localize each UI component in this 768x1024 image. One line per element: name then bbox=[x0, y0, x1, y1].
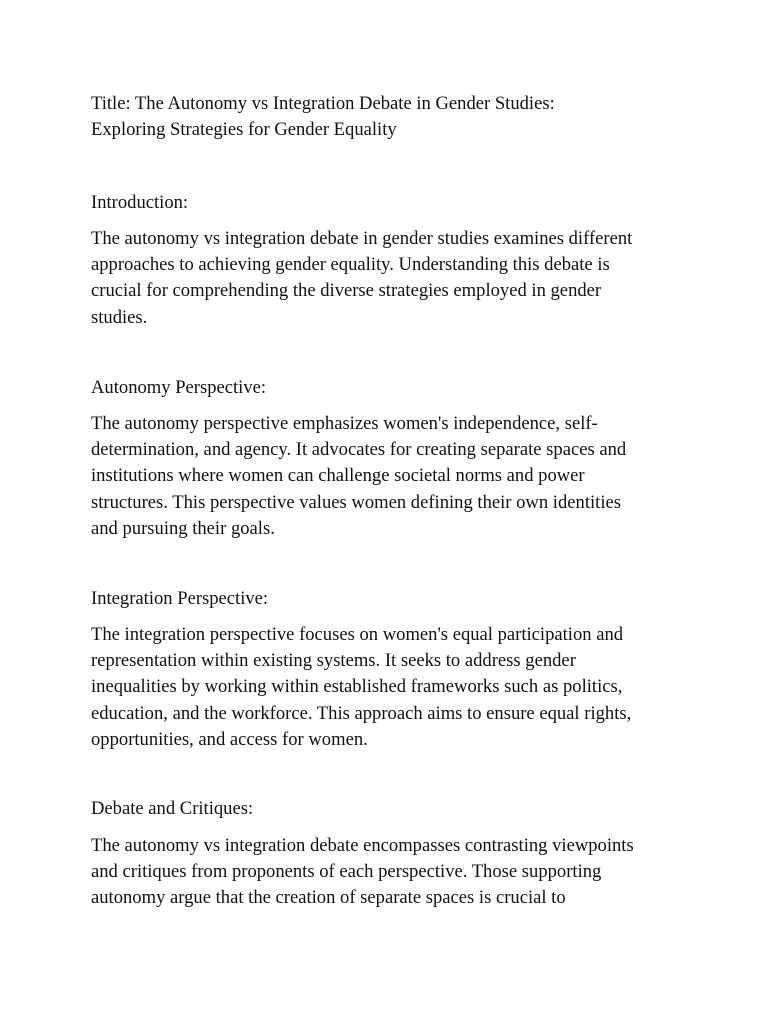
paragraph-line: and pursuing their goals. bbox=[91, 517, 275, 539]
paragraph-line: opportunities, and access for women. bbox=[91, 728, 368, 750]
paragraph-line: crucial for comprehending the diverse strategies employed in gender bbox=[91, 280, 602, 302]
paragraph-line: representation within existing systems. It seeks to address gender bbox=[91, 650, 576, 672]
paragraph-line: The autonomy vs integration debate encompasses contrasting viewpoints bbox=[91, 835, 634, 856]
document-title bbox=[91, 91, 691, 143]
paragraph-line: approaches to achieving gender equality. Understanding this debate is bbox=[91, 254, 610, 276]
section-paragraph-autonomy bbox=[91, 411, 691, 542]
paragraph-line: The integration perspective focuses on women's equal participation and bbox=[91, 624, 624, 645]
paragraph-line: structures. This perspective values women defining their own identities bbox=[91, 491, 621, 513]
section-heading-debate: Debate and Critiques: bbox=[91, 798, 254, 819]
section-heading-integration: Integration Perspective: bbox=[91, 588, 269, 609]
paragraph-line: determination, and agency. It advocates for creating separate spaces and bbox=[91, 439, 627, 461]
section-paragraph-introduction bbox=[91, 226, 691, 331]
paragraph-line: institutions where women can challenge societal norms and power bbox=[91, 465, 585, 487]
title-line: Exploring Strategies for Gender Equality bbox=[91, 119, 397, 141]
section-paragraph-debate bbox=[91, 833, 691, 912]
paragraph-line: inequalities by working within established frameworks such as politics, bbox=[91, 676, 623, 698]
section-heading-introduction: Introduction: bbox=[91, 192, 189, 213]
paragraph-line: The autonomy vs integration debate in gender studies examines different bbox=[91, 228, 633, 249]
paragraph-line: education, and the workforce. This approach aims to ensure equal rights, bbox=[91, 702, 632, 724]
section-heading-autonomy: Autonomy Perspective: bbox=[91, 377, 267, 398]
paragraph-line: and critiques from proponents of each perspective. Those supporting bbox=[91, 861, 602, 883]
section-paragraph-integration bbox=[91, 622, 691, 753]
paragraph-line: studies. bbox=[91, 306, 148, 328]
paragraph-line: autonomy argue that the creation of separate spaces is crucial to bbox=[91, 887, 566, 909]
paragraph-line: The autonomy perspective emphasizes women's independence, self- bbox=[91, 413, 598, 434]
title-line: Title: The Autonomy vs Integration Debate in Gender Studies: bbox=[91, 93, 555, 114]
